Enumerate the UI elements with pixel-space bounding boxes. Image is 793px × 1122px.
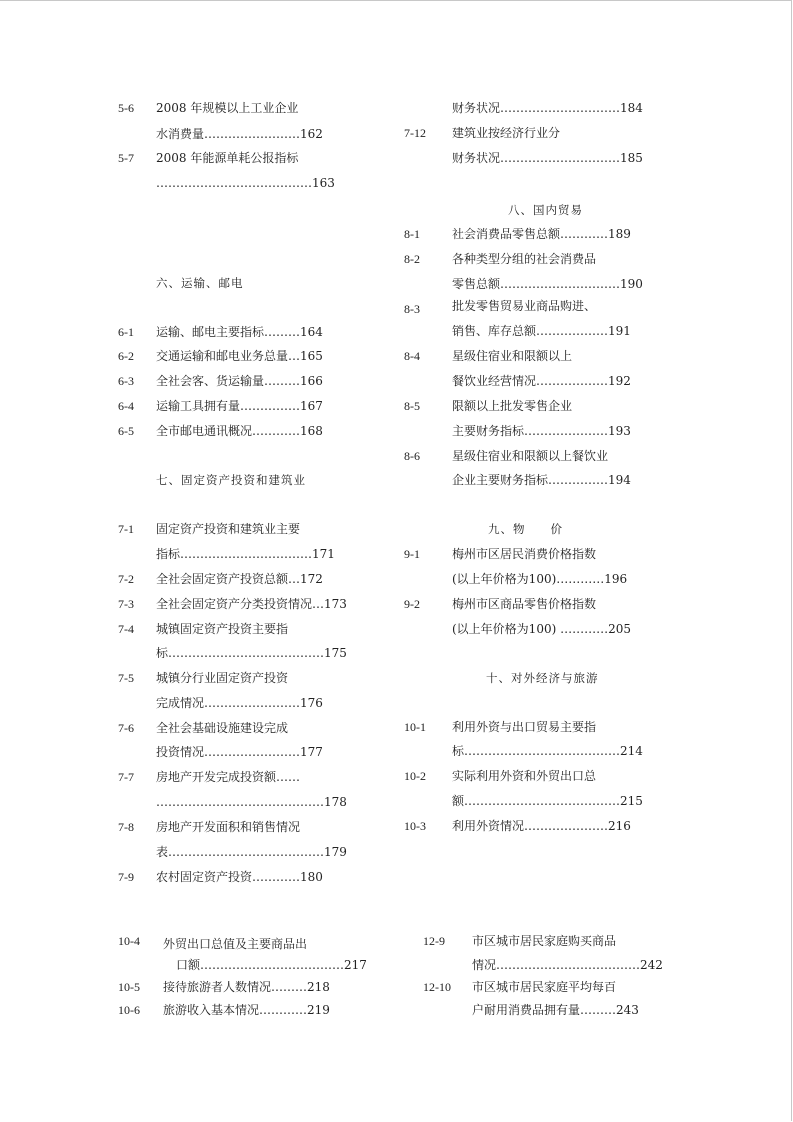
entry-title-cont[interactable]: 表…………………………………179	[156, 845, 347, 859]
entry-title[interactable]: 社会消费品零售总额…………189	[452, 227, 631, 241]
entry-number: 7-7	[118, 770, 134, 784]
entry-title[interactable]: 市区城市居民家庭购买商品	[472, 934, 617, 948]
entry-number: 5-6	[118, 101, 134, 115]
entry-number: 10-1	[404, 720, 426, 734]
section-heading: 七、固定资产投资和建筑业	[156, 473, 306, 487]
section-heading: 十、对外经济与旅游	[486, 671, 599, 685]
entry-title[interactable]: 各种类型分组的社会消费品	[452, 252, 597, 266]
entry-number: 8-1	[404, 227, 420, 241]
entry-title-cont[interactable]: 指标……………………………171	[156, 547, 335, 561]
section-heading: 六、运输、邮电	[156, 276, 244, 290]
entry-title-cont[interactable]: 水消费量……………………162	[156, 127, 323, 141]
entry-title[interactable]: 全社会固定资产分类投资情况…173	[156, 597, 347, 611]
entry-number: 8-5	[404, 399, 420, 413]
entry-number: 6-2	[118, 349, 134, 363]
entry-number: 7-6	[118, 721, 134, 735]
entry-title[interactable]: 城镇固定资产投资主要指	[156, 622, 289, 636]
entry-title[interactable]: 旅游收入基本情况…………219	[163, 1003, 330, 1017]
entry-title-cont[interactable]: 标…………………………………214	[452, 744, 643, 758]
entry-title-cont[interactable]: 额…………………………………215	[452, 794, 643, 808]
entry-title-cont[interactable]: 主要财务指标…………………193	[452, 424, 631, 438]
entry-title[interactable]: 固定资产投资和建筑业主要	[156, 522, 301, 536]
entry-title-cont[interactable]: 标…………………………………175	[156, 646, 347, 660]
entry-title[interactable]: 市区城市居民家庭平均每百	[472, 980, 617, 994]
entry-number: 6-5	[118, 424, 134, 438]
entry-title[interactable]: 2008 年规模以上工业企业	[156, 101, 299, 115]
entry-title[interactable]: 全社会基础设施建设完成	[156, 721, 289, 735]
entry-number: 8-6	[404, 449, 420, 463]
entry-title[interactable]: 全市邮电通讯概况…………168	[156, 424, 323, 438]
entry-number: 5-7	[118, 151, 134, 165]
entry-number: 10-5	[118, 980, 140, 994]
entry-number: 9-1	[404, 547, 420, 561]
entry-title-cont[interactable]: …………………………………163	[156, 176, 335, 190]
entry-title-cont[interactable]: 企业主要财务指标……………194	[452, 473, 631, 487]
entry-title-cont[interactable]: 口额………………………………217	[176, 958, 367, 972]
entry-title[interactable]: 梅州市区居民消费价格指数	[452, 547, 597, 561]
entry-title-cont[interactable]: 销售、库存总额………………191	[452, 324, 631, 338]
entry-number: 7-4	[118, 622, 134, 636]
entry-title[interactable]: 城镇分行业固定资产投资	[156, 671, 289, 685]
entry-title[interactable]: 外贸出口总值及主要商品出	[163, 937, 308, 951]
entry-title-cont[interactable]: 户耐用消费品拥有量………243	[472, 1003, 639, 1017]
entry-title[interactable]: 利用外资情况…………………216	[452, 819, 631, 833]
entry-number: 8-4	[404, 349, 420, 363]
entry-title[interactable]: 批发零售贸易业商品购进、	[452, 299, 597, 313]
entry-title-cont[interactable]: 投资情况……………………177	[156, 745, 323, 759]
entry-title-cont[interactable]: 零售总额…………………………190	[452, 277, 643, 291]
entry-number: 8-3	[404, 302, 420, 316]
entry-number: 12-9	[423, 934, 445, 948]
entry-title[interactable]: 接待旅游者人数情况………218	[163, 980, 330, 994]
entry-title-cont[interactable]: ……………………………………178	[156, 795, 347, 809]
entry-number: 6-4	[118, 399, 134, 413]
entry-title[interactable]: 星级住宿业和限额以上	[452, 349, 573, 363]
entry-title[interactable]: 运输、邮电主要指标………164	[156, 325, 323, 339]
entry-number: 10-4	[118, 934, 140, 948]
entry-number: 8-2	[404, 252, 420, 266]
entry-title[interactable]: 运输工具拥有量……………167	[156, 399, 323, 413]
entry-number: 10-2	[404, 769, 426, 783]
entry-number: 7-1	[118, 522, 134, 536]
entry-title[interactable]: 梅州市区商品零售价格指数	[452, 597, 597, 611]
entry-number: 7-8	[118, 820, 134, 834]
entry-title[interactable]: 全社会客、货运输量………166	[156, 374, 323, 388]
entry-title-cont[interactable]: 餐饮业经营情况………………192	[452, 374, 631, 388]
entry-number: 7-2	[118, 572, 134, 586]
section-heading: 八、国内贸易	[508, 203, 583, 217]
entry-title-cont[interactable]: 情况………………………………242	[472, 958, 663, 972]
entry-title[interactable]: 利用外资与出口贸易主要指	[452, 720, 597, 734]
entry-number: 7-9	[118, 870, 134, 884]
entry-title-cont[interactable]: 完成情况……………………176	[156, 696, 323, 710]
entry-title[interactable]: 交通运输和邮电业务总量…165	[156, 349, 323, 363]
entry-title[interactable]: 全社会固定资产投资总额…172	[156, 572, 323, 586]
entry-number: 7-5	[118, 671, 134, 685]
entry-title[interactable]: 建筑业按经济行业分	[452, 126, 561, 140]
entry-number: 6-1	[118, 325, 134, 339]
entry-number: 10-3	[404, 819, 426, 833]
entry-title-cont[interactable]: 财务状况…………………………184	[452, 101, 643, 115]
entry-title[interactable]: 限额以上批发零售企业	[452, 399, 573, 413]
entry-title[interactable]: 农村固定资产投资…………180	[156, 870, 323, 884]
entry-number: 12-10	[423, 980, 451, 994]
entry-number: 7-3	[118, 597, 134, 611]
entry-title-cont[interactable]: (以上年价格为100)…………196	[452, 572, 628, 586]
entry-number: 7-12	[404, 126, 426, 140]
entry-title-cont[interactable]: (以上年价格为100) …………205	[452, 622, 631, 636]
entry-title[interactable]: 星级住宿业和限额以上餐饮业	[452, 449, 609, 463]
entry-number: 10-6	[118, 1003, 140, 1017]
entry-title-cont[interactable]: 财务状况…………………………185	[452, 151, 643, 165]
entry-number: 9-2	[404, 597, 420, 611]
entry-title[interactable]: 房地产开发面积和销售情况	[156, 820, 301, 834]
entry-title[interactable]: 房地产开发完成投资额……	[156, 770, 301, 784]
section-heading: 九、物 价	[488, 522, 563, 536]
entry-title[interactable]: 实际利用外资和外贸出口总	[452, 769, 597, 783]
entry-title[interactable]: 2008 年能源单耗公报指标	[156, 151, 299, 165]
entry-number: 6-3	[118, 374, 134, 388]
